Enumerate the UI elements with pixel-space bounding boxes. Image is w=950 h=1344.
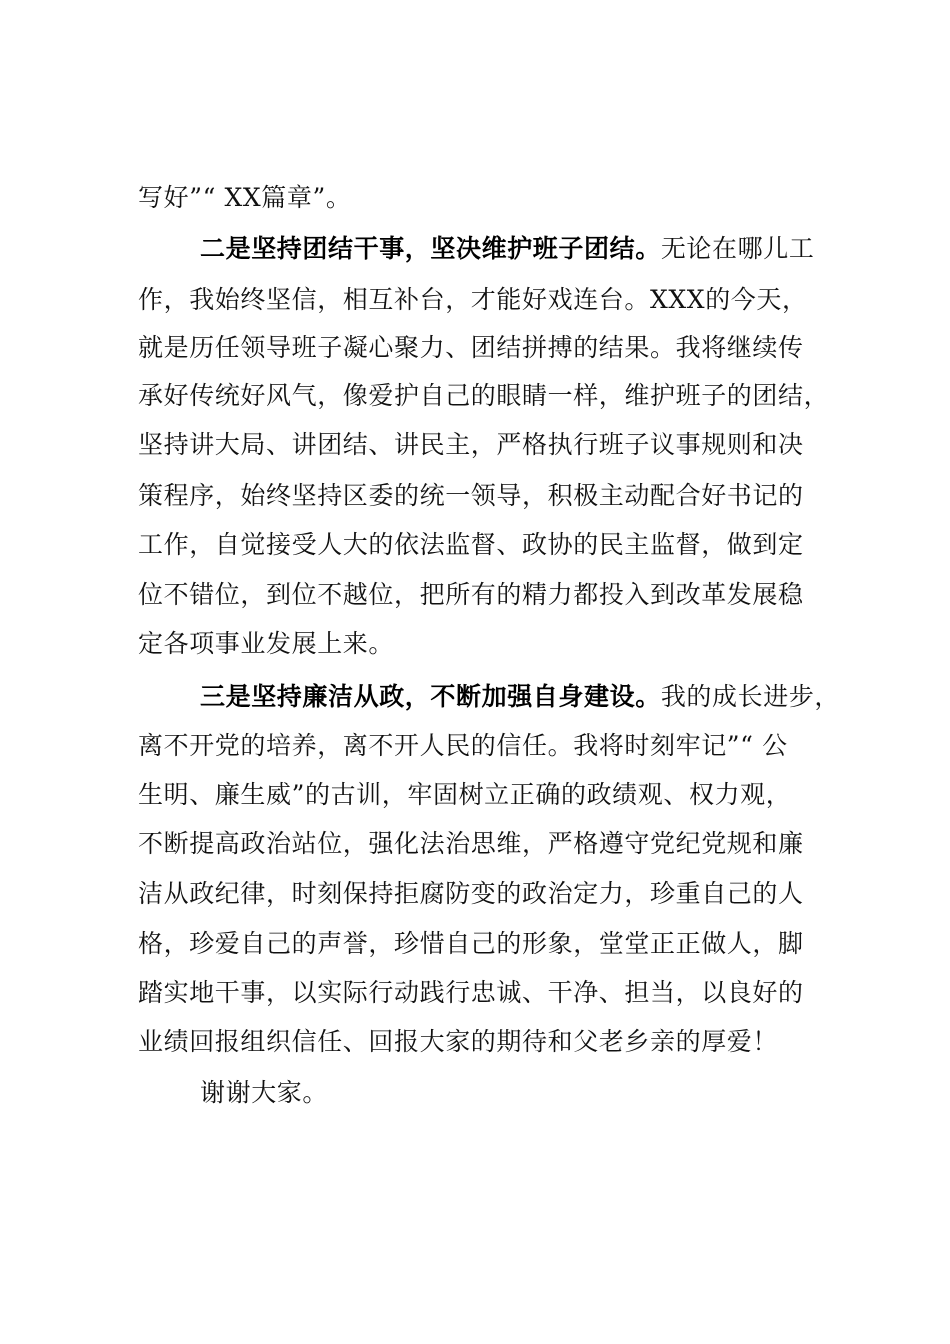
paragraph-text: 格，珍爱自己的声誉，珍惜自己的形象，堂堂正正做人，脚	[138, 929, 804, 958]
paragraph-line	[138, 726, 838, 766]
closing-text: 谢谢大家。	[200, 1078, 329, 1107]
paragraph-text: 生明、廉生威”的古训，牢固树立正确的政绩观、权力观，	[138, 780, 792, 809]
paragraph-text: 无论在哪儿工	[660, 234, 815, 263]
paragraph-line	[138, 525, 838, 565]
paragraph-text: 离不开党的培养，离不开人民的信任。我将时刻牢记”“ 公	[138, 731, 788, 760]
paragraph-line	[138, 775, 838, 815]
paragraph-text: 就是历任领导班子凝心聚力、团结拼搏的结果。我将继续传	[138, 333, 804, 362]
paragraph-text: 业绩回报组织信任、回报大家的期待和父老乡亲的厚爱！	[138, 1027, 779, 1056]
paragraph-line	[138, 973, 838, 1013]
paragraph-heading: 三是坚持廉洁从政，不断加强自身建设。	[200, 682, 661, 711]
paragraph-text: 作，我始终坚信，相互补台，才能好戏连台。XXX的今天，	[138, 285, 808, 314]
paragraph-line	[138, 575, 838, 615]
paragraph-line	[138, 280, 838, 320]
paragraph-line	[200, 229, 900, 269]
paragraph-text: 写好”“ XX篇章”。	[138, 183, 352, 212]
paragraph-line	[138, 1022, 838, 1062]
paragraph-text: 洁从政纪律，时刻保持拒腐防变的政治定力，珍重自己的人	[138, 879, 804, 908]
paragraph-line	[138, 178, 838, 218]
paragraph-line	[200, 1073, 900, 1113]
paragraph-line	[138, 476, 838, 516]
paragraph-heading: 二是坚持团结干事，坚决维护班子团结。	[200, 234, 661, 263]
paragraph-line	[138, 425, 838, 465]
paragraph-line	[138, 376, 838, 416]
paragraph-text: 承好传统好风气，像爱护自己的眼睛一样，维护班子的团结，	[138, 381, 830, 410]
paragraph-text: 踏实地干事，以实际行动践行忠诚、干净、担当，以良好的	[138, 978, 804, 1007]
paragraph-text: 工作，自觉接受人大的依法监督、政协的民主监督，做到定	[138, 530, 804, 559]
paragraph-text: 位不错位，到位不越位，把所有的精力都投入到改革发展稳	[138, 580, 804, 609]
paragraph-line	[138, 924, 838, 964]
paragraph-text: 策程序，始终坚持区委的统一领导，积极主动配合好书记的	[138, 481, 804, 510]
paragraph-line	[138, 328, 838, 368]
paragraph-line	[138, 624, 838, 664]
paragraph-text: 不断提高政治站位，强化法治思维，严格遵守党纪党规和廉	[138, 829, 804, 858]
paragraph-text: 我的成长进步，	[660, 682, 841, 711]
paragraph-line	[200, 677, 900, 717]
paragraph-line	[138, 874, 838, 914]
paragraph-text: 坚持讲大局、讲团结、讲民主，严格执行班子议事规则和决	[138, 430, 804, 459]
paragraph-text: 定各项事业发展上来。	[138, 629, 395, 658]
paragraph-line	[138, 824, 838, 864]
